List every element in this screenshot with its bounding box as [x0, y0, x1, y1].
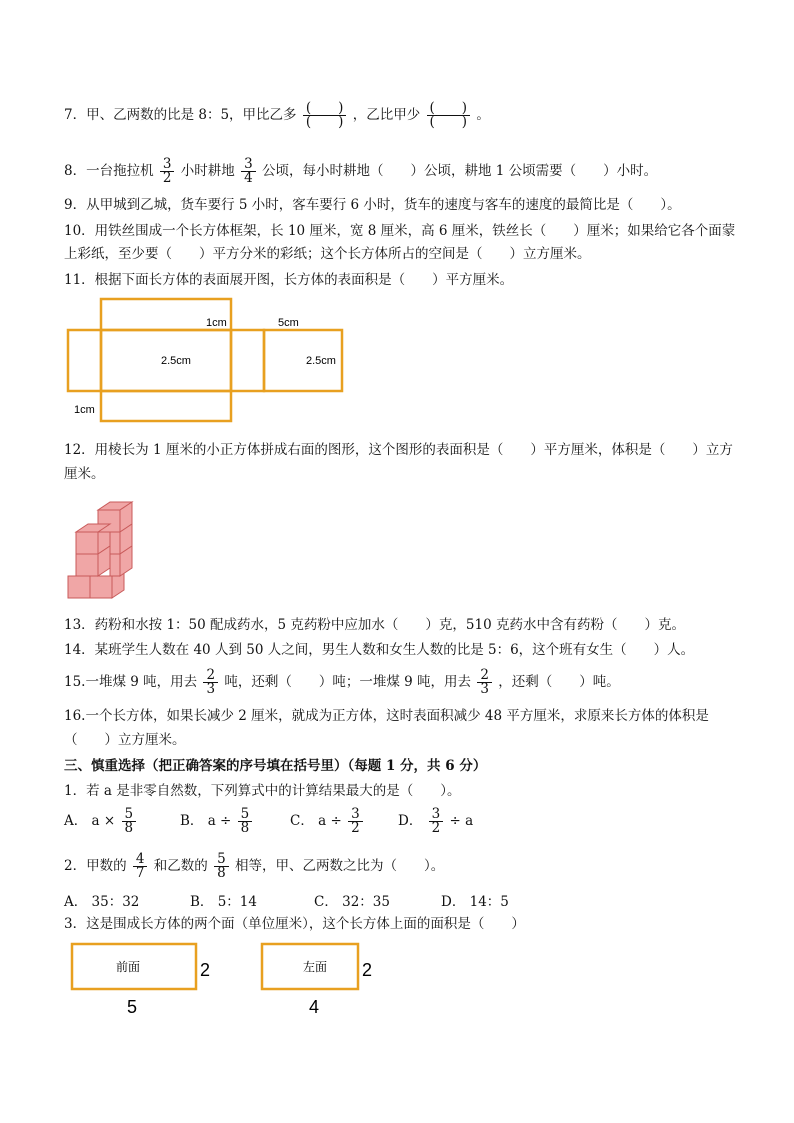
fraction: $\frac{2}{3}$ [477, 669, 492, 696]
option-c[interactable]: C． a ÷ $\frac{3}{2}$ [290, 808, 365, 835]
option-c[interactable]: C． 32：35 [314, 894, 390, 910]
question-11: 11．根据下面长方体的表面展开图，长方体的表面积是（ ）平方厘米。 [64, 272, 514, 288]
option-a[interactable]: A． 35：32 [64, 894, 140, 910]
label-2-5cm: 2.5cm [161, 355, 191, 367]
question-10-line1: 10．用铁丝围成一个长方体框架，长 10 厘米，宽 8 厘米，高 6 厘米，铁丝长（ ）厘米；如果给它各个面蒙 [64, 223, 736, 239]
question-9: 9．从甲城到乙城，货车要行 5 小时，客车要行 6 小时，货车的速度与客车的速度的最简比是（ ）。 [64, 197, 681, 213]
question-16-line1: 16.一个长方体，如果长减少 2 厘米，就成为正方体，这时表面积减少 48 平方厘米，求原来长方体的体积是 [64, 708, 709, 724]
front-face-label: 前面 [116, 960, 141, 974]
question-7: 7．甲、乙两数的比是 8：5，甲比乙多 $\frac{( )}{( )}$ ，乙比甲少 $\frac{( )}{( )}$ 。 [64, 100, 490, 130]
answer-fraction[interactable]: $\frac{( )}{( )}$ [303, 102, 347, 129]
option-b[interactable]: B． 5：14 [190, 894, 257, 910]
choice-question-3: 3．这是围成长方体的两个面（单位厘米），这个长方体上面的面积是（ ） [64, 916, 525, 932]
option-d[interactable]: D． $\frac{3}{2}$ ÷ a [398, 806, 474, 836]
question-12-line2: 厘米。 [64, 466, 105, 482]
option-a[interactable]: A． a × $\frac{5}{8}$ [64, 808, 138, 835]
label-5cm: 5cm [278, 317, 299, 329]
choice-question-1: 1．若 a 是非零自然数，下列算式中的计算结果最大的是（ ）。 [64, 783, 461, 799]
question-13: 13．药粉和水按 1：50 配成药水，5 克药粉中应加水（ ）克，510 克药水中含有药粉（ ）克。 [64, 617, 685, 633]
answer-fraction[interactable]: $\frac{( )}{( )}$ [427, 102, 471, 129]
fraction: $\frac{2}{3}$ [203, 669, 218, 696]
box-net-diagram [64, 296, 354, 428]
option-d[interactable]: D． 14：5 [441, 894, 509, 910]
choice-question-2: 2．甲数的 $\frac{4}{7}$ 和乙数的 $\frac{5}{8}$ 相等，甲、乙两数之比为（ ）。 [64, 851, 445, 881]
left-width: 4 [309, 997, 320, 1017]
question-10-line2: 上彩纸，至少要（ ）平方分米的彩纸；这个长方体所占的空间是（ ）立方厘米。 [64, 246, 591, 262]
question-14: 14．某班学生人数在 40 人到 50 人之间，男生人数和女生人数的比是 5：6，这个班有女生（ ）人。 [64, 642, 695, 658]
fraction: $\frac{3}{2}$ [160, 158, 175, 185]
left-height: 2 [362, 960, 373, 980]
option-b[interactable]: B． a ÷ $\frac{5}{8}$ [180, 808, 254, 835]
label-1cm: 1cm [206, 317, 227, 329]
section-3-heading: 三、慎重选择（把正确答案的序号填在括号里）（每题 1 分，共 6 分） [64, 758, 487, 774]
label-1cm: 1cm [74, 404, 95, 416]
front-height: 2 [200, 960, 211, 980]
front-width: 5 [127, 997, 138, 1017]
fraction: $\frac{3}{4}$ [241, 158, 256, 185]
label-2-5cm: 2.5cm [306, 355, 336, 367]
left-face-label: 左面 [303, 960, 328, 974]
faces-figure [66, 940, 386, 1020]
question-12-line1: 12．用棱长为 1 厘米的小正方体拼成右面的图形，这个图形的表面积是（ ）平方厘米，体积是（ ）立方 [64, 442, 733, 458]
question-8: 8．一台拖拉机 $\frac{3}{2}$ 小时耕地 $\frac{3}{4}$ 公顷，每小时耕地（ ）公顷，耕地 1 公顷需要（ ）小时。 [64, 156, 658, 186]
cube-stack-figure [64, 498, 134, 600]
question-15: 15.一堆煤 9 吨，用去 $\frac{2}{3}$ 吨，还剩（ ）吨；一堆煤 9 吨，用去 $\frac{2}{3}$ ，还剩（ ）吨。 [64, 667, 620, 697]
question-16-line2: （ ）立方厘米。 [64, 732, 186, 748]
